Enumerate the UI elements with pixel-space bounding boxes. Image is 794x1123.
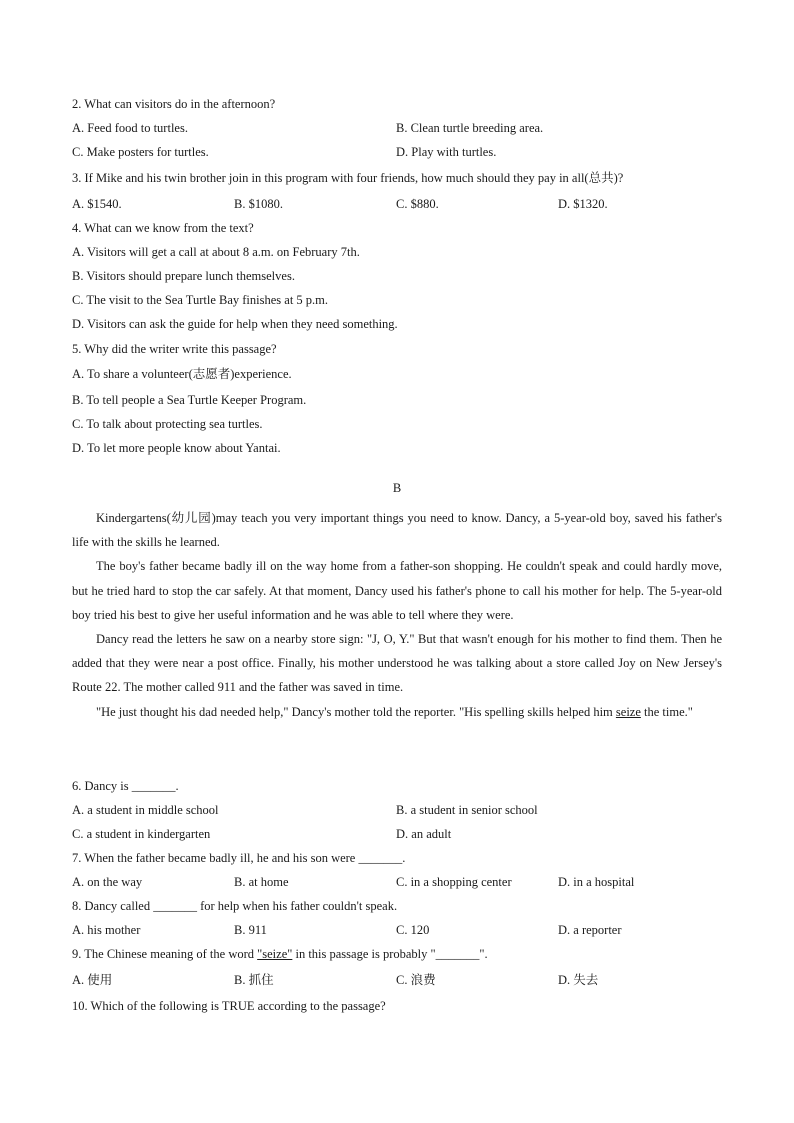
p4-text-end: the time." [640, 704, 693, 719]
q7-option-b: B. at home [234, 875, 289, 889]
q4-option-a: A. Visitors will get a call at about 8 a.m. on February 7th. [72, 245, 360, 259]
reading-passage [72, 506, 722, 724]
q9-stem-start: 9. The Chinese meaning of the word [72, 947, 258, 961]
q2-option-b: B. Clean turtle breeding area. [396, 121, 544, 135]
passage-paragraph-3: Dancy read the letters he saw on a nearby store sign: "J, O, Y." But that wasn't enough for his mother to find them. Then he added that they were near a post office. Finally, his mother understood he was talking about a store called Joy on New Jersey's Route 22. The mother called 911 and the father was saved in time. [72, 632, 722, 695]
q8-option-b: B. 911 [234, 923, 267, 937]
q5-option-a: A. To share a volunteer(志愿者)experience. [72, 367, 292, 381]
passage-paragraph-2: The boy's father became badly ill on the way home from a father-son shopping. He couldn't speak and could hardly move, but he tried hard to stop the car safely. At that moment, Dancy used his father's phone to call his mother for help. The 5-year-old boy tried his best to give her useful information and he was able to tell where they were. [72, 559, 722, 622]
q9-option-c: C. 浪费 [396, 973, 436, 987]
q8-option-d: D. a reporter [558, 923, 622, 937]
question-2-stem: 2. What can visitors do in the afternoon? [72, 97, 276, 111]
question-4-stem: 4. What can we know from the text? [72, 221, 254, 235]
passage-paragraph-4 [72, 700, 722, 724]
q7-option-c: C. in a shopping center [396, 875, 512, 889]
q9-option-d: D. 失去 [558, 973, 599, 987]
q4-option-c: C. The visit to the Sea Turtle Bay finishes at 5 p.m. [72, 293, 329, 307]
question-6-stem: 6. Dancy is _______. [72, 779, 179, 793]
section-b-heading: B [392, 481, 402, 495]
q3-option-c: C. $880. [396, 197, 439, 211]
question-9-stem [72, 946, 488, 962]
q9-stem-end: in this passage is probably "_______". [292, 947, 488, 961]
q4-option-d: D. Visitors can ask the guide for help when they need something. [72, 317, 398, 331]
q6-option-a: A. a student in middle school [72, 803, 219, 817]
question-7-stem: 7. When the father became badly ill, he and his son were _______. [72, 851, 406, 865]
q2-option-c: C. Make posters for turtles. [72, 145, 209, 159]
q2-option-d: D. Play with turtles. [396, 145, 497, 159]
q5-option-c: C. To talk about protecting sea turtles. [72, 417, 263, 431]
question-8-stem: 8. Dancy called _______ for help when his father couldn't speak. [72, 899, 398, 913]
q2-option-a: A. Feed food to turtles. [72, 121, 188, 135]
q7-option-d: D. in a hospital [558, 875, 635, 889]
q9-option-a: A. 使用 [72, 973, 113, 987]
q4-option-b: B. Visitors should prepare lunch themselves. [72, 269, 295, 283]
q3-option-a: A. $1540. [72, 197, 122, 211]
q3-option-b: B. $1080. [234, 197, 283, 211]
q8-option-c: C. 120 [396, 923, 430, 937]
question-10-stem: 10. Which of the following is TRUE according to the passage? [72, 999, 386, 1013]
q6-option-b: B. a student in senior school [396, 803, 538, 817]
underlined-word-seize: seize [615, 704, 641, 719]
q8-option-a: A. his mother [72, 923, 141, 937]
passage-paragraph-1: Kindergartens(幼儿园)may teach you very important things you need to know. Dancy, a 5-year-old boy, saved his father's life with the skills he learned. [72, 511, 722, 550]
q5-option-d: D. To let more people know about Yantai. [72, 441, 281, 455]
q9-underlined-word: "seize" [257, 947, 293, 961]
question-3-stem: 3. If Mike and his twin brother join in this program with four friends, how much should they pay in all(总共)? [72, 171, 624, 185]
q9-option-b: B. 抓住 [234, 973, 274, 987]
q5-option-b: B. To tell people a Sea Turtle Keeper Program. [72, 393, 307, 407]
p4-text-start: "He just thought his dad needed help," Dancy's mother told the reporter. "His spelling skills helped him [96, 704, 616, 719]
q7-option-a: A. on the way [72, 875, 143, 889]
question-5-stem: 5. Why did the writer write this passage? [72, 342, 277, 356]
q6-option-c: C. a student in kindergarten [72, 827, 211, 841]
q3-option-d: D. $1320. [558, 197, 608, 211]
q6-option-d: D. an adult [396, 827, 452, 841]
